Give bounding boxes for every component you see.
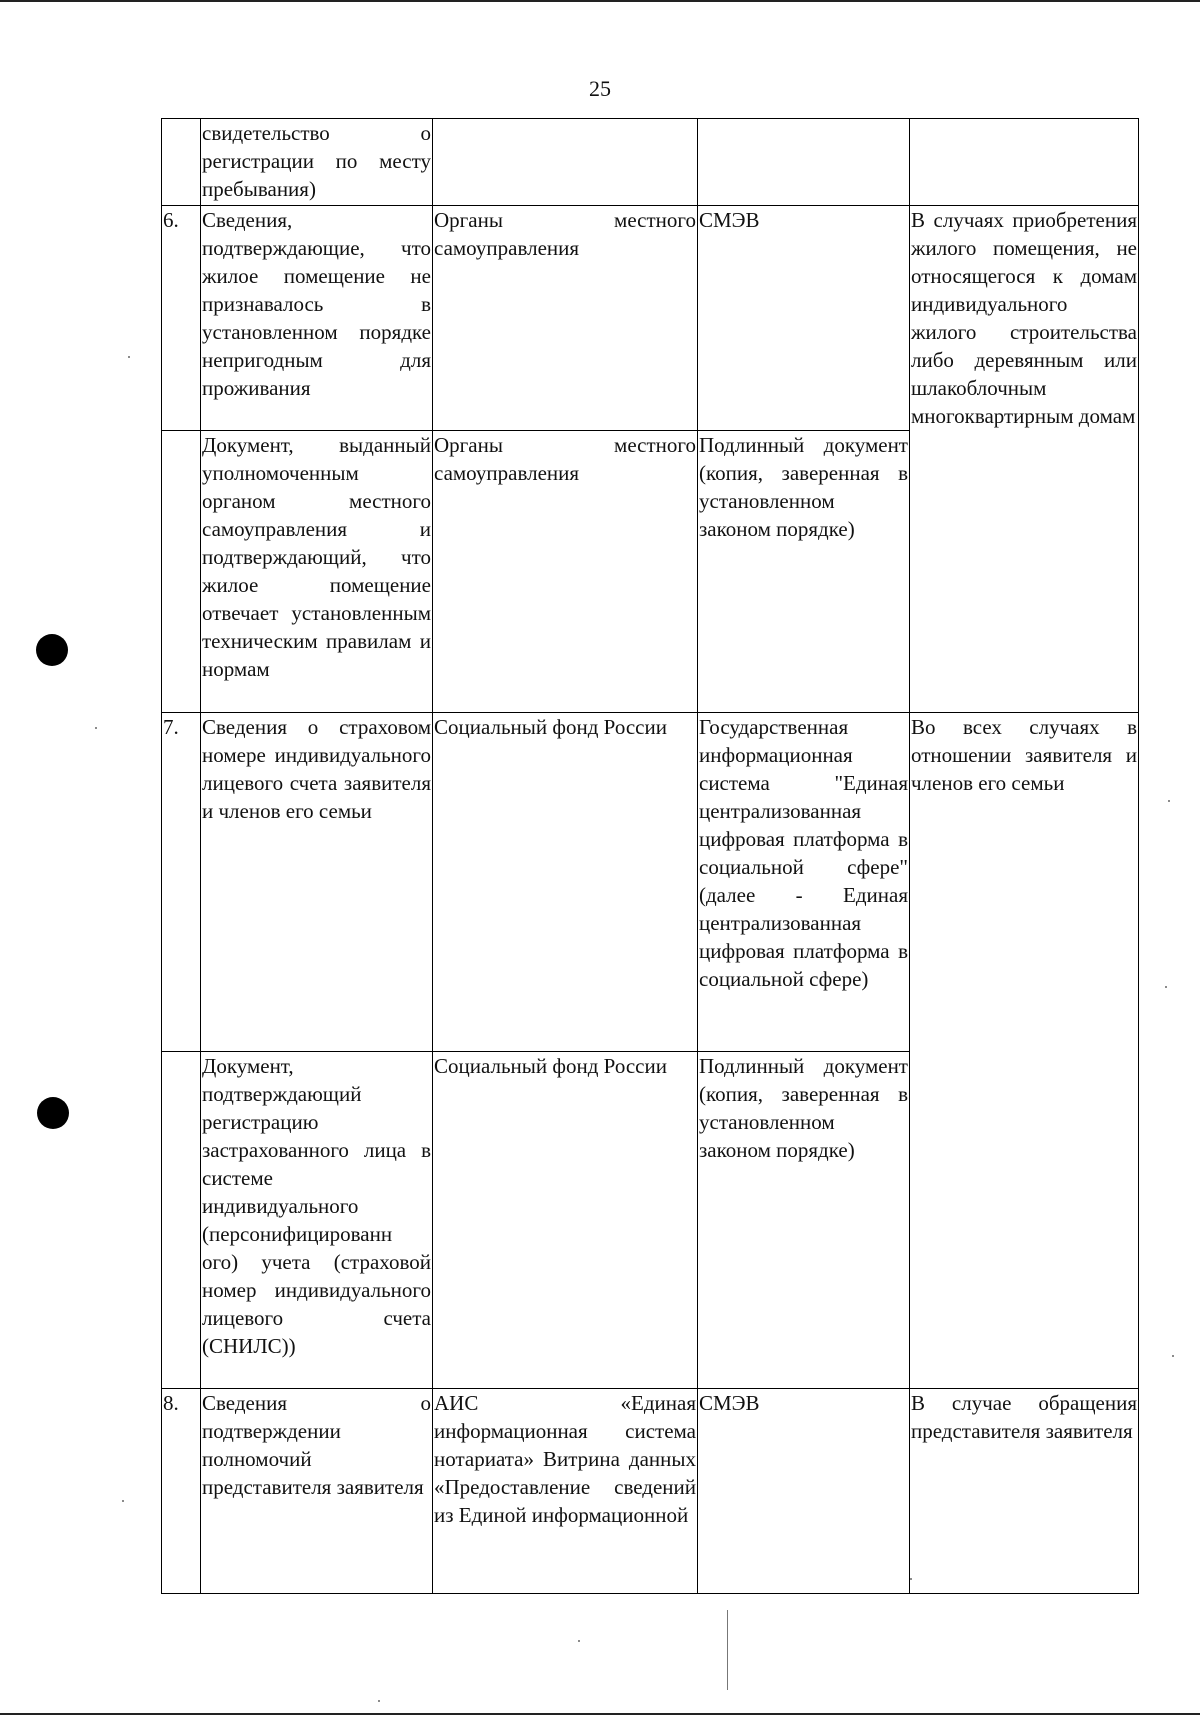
document-name: Документ, подтверждающий регистрацию застрахованного лица в системе индивидуального (персонифицированн ого) учета (страховой номер индивидуального лицевого счета (СНИЛС)) [201, 1052, 433, 1389]
table-row [162, 206, 1139, 431]
scan-speck [578, 1640, 580, 1642]
row-number [162, 431, 201, 713]
document-name: Сведения, подтверждающие, что жилое помещение не признавалось в установленном порядке непригодным для проживания [201, 206, 433, 431]
row-number [162, 119, 201, 206]
scan-top-edge [0, 0, 1200, 2]
scan-speck [1165, 986, 1167, 988]
scan-speck [95, 727, 97, 729]
table-row [162, 119, 1139, 206]
row-number: 7. [162, 713, 201, 1052]
applicability-cases: В случае обращения представителя заявителя [910, 1389, 1139, 1594]
source-organ: Социальный фонд России [433, 713, 698, 1052]
document-name: свидетельство о регистрации по месту пребывания) [201, 119, 433, 206]
scan-speck [378, 1700, 380, 1702]
row-number [162, 1052, 201, 1389]
scan-artifact-line [727, 1610, 728, 1690]
source-organ: Органы местного самоуправления [433, 431, 698, 713]
submission-method [698, 119, 910, 206]
source-organ: Социальный фонд России [433, 1052, 698, 1389]
page-number: 25 [589, 76, 611, 101]
scan-speck [1172, 1355, 1174, 1357]
documents-table [161, 118, 1139, 1594]
source-organ: АИС «Единая информационная система нотариата» Витрина данных «Предоставление сведений из Единой информационной [433, 1389, 698, 1594]
scan-speck [122, 1500, 124, 1502]
scan-speck [910, 1578, 912, 1580]
submission-method: СМЭВ [698, 206, 910, 431]
document-name: Документ, выданный уполномоченным органом местного самоуправления и подтверждающий, что жилое помещение отвечает установленным техническим правилам и нормам [201, 431, 433, 713]
table-row [162, 713, 1139, 1052]
submission-method: Подлинный документ (копия, заверенная в установленном законом порядке) [698, 1052, 910, 1389]
table-row [162, 1389, 1139, 1594]
row-number: 8. [162, 1389, 201, 1594]
source-organ [433, 119, 698, 206]
punch-hole-bottom [37, 1097, 69, 1129]
document-name: Сведения о страховом номере индивидуального лицевого счета заявителя и членов его семьи [201, 713, 433, 1052]
applicability-cases: Во всех случаях в отношении заявителя и членов его семьи [910, 713, 1139, 1389]
submission-method: Подлинный документ (копия, заверенная в установленном законом порядке) [698, 431, 910, 713]
source-organ: Органы местного самоуправления [433, 206, 698, 431]
document-name: Сведения о подтверждении полномочий представителя заявителя [201, 1389, 433, 1594]
submission-method: СМЭВ [698, 1389, 910, 1594]
punch-hole-top [36, 634, 68, 666]
applicability-cases [910, 119, 1139, 206]
applicability-cases: В случаях приобретения жилого помещения, не относящегося к домам индивидуального жилого строительства либо деревянным или шлакоблочным многоквартирным домам [910, 206, 1139, 713]
submission-method: Государственная информационная система "Единая централизованная цифровая платформа в социальной сфере" (далее - Единая централизованная цифровая платформа в социальной сфере) [698, 713, 910, 1052]
row-number: 6. [162, 206, 201, 431]
scan-speck [1168, 800, 1170, 802]
scan-speck [128, 356, 130, 358]
